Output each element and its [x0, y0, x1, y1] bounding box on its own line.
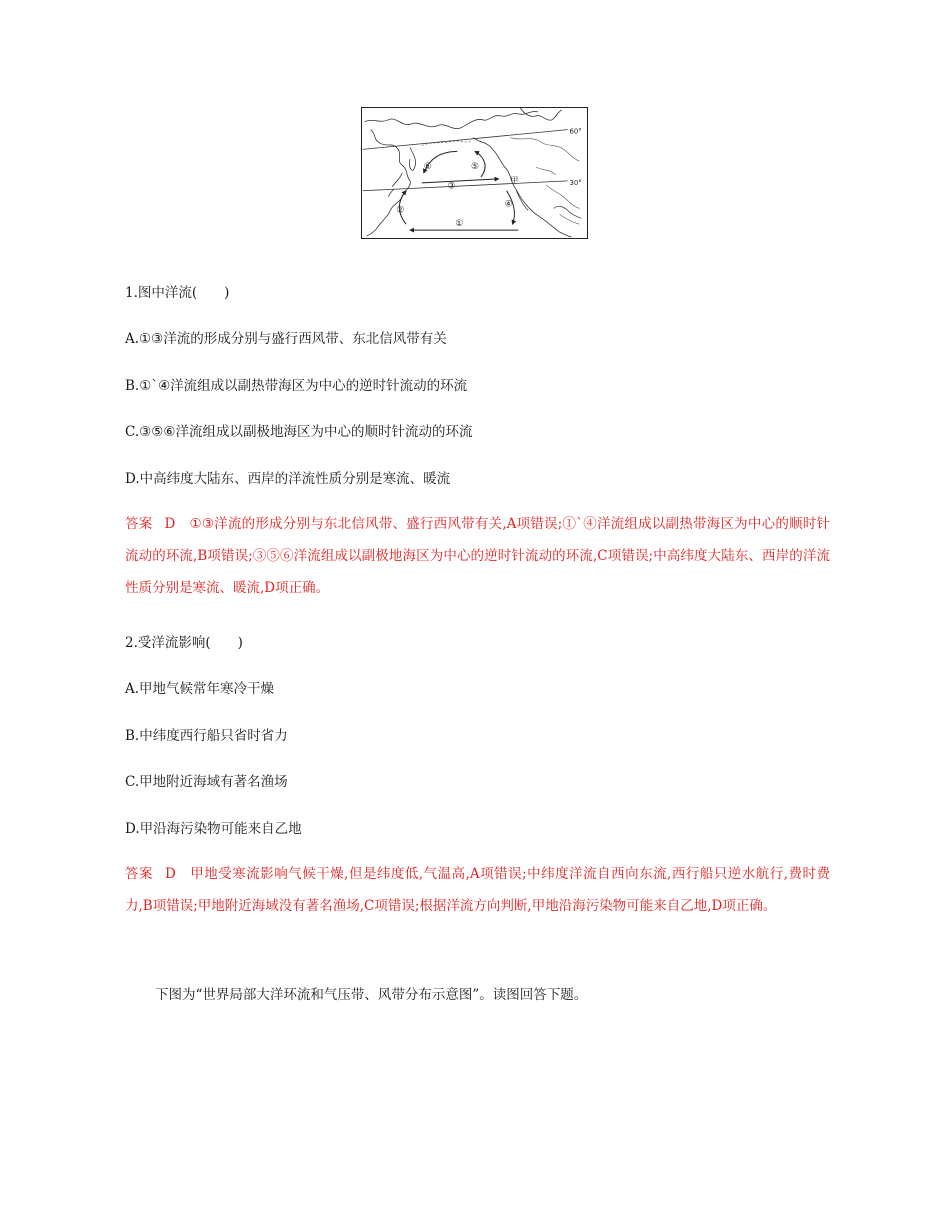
lat-30-line [363, 181, 568, 191]
q2-answer [125, 858, 830, 922]
q1-option-b: B.①`④洋流组成以副热带海区为中心的逆时针流动的环流 [125, 378, 468, 394]
label-jia: 甲 [510, 175, 519, 185]
q2-answer-tag: 答案 [125, 866, 153, 882]
lat-60-label: 60° [569, 127, 582, 136]
gulf-coast [554, 206, 582, 218]
ocean-current-map [361, 107, 588, 239]
q2-explanation: 甲地受寒流影响气候干燥,但是纬度低,气温高,A项错误;中纬度洋流自西向东流,西行船只逆水航行,费时费力,B项错误;甲地附近海域没有著名渔场,C项错误;根据洋流方向判断,甲地沿海污染物可能来自乙地,D项正确。 [125, 866, 830, 914]
q1-option-c: C.③⑤⑥洋流组成以副极地海区为中心的顺时针流动的环流 [125, 424, 473, 440]
q2-option-b: B.中纬度西行船只省时省力 [125, 728, 288, 744]
q1-answer [125, 508, 830, 604]
arctic-coast [365, 112, 538, 129]
q2-option-d: D.甲沿海污染物可能来自乙地 [125, 821, 302, 837]
q2-stem: 2.受洋流影响( ) [125, 635, 243, 651]
label-6: ⑥ [423, 162, 432, 173]
japan [388, 173, 402, 197]
q2-option-c: C.甲地附近海域有著名渔场 [125, 774, 288, 790]
lat-30-label: 30° [569, 178, 582, 187]
q1-answer-letter: D [164, 516, 176, 532]
label-2: ② [396, 205, 405, 216]
q1-option-d: D.中高纬度大陆东、西岸的洋流性质分别是寒流、暖流 [125, 471, 451, 487]
current-3-arrow [422, 179, 499, 183]
greenland [520, 108, 561, 120]
label-5: ⑤ [471, 162, 480, 173]
q1-option-a: A.①③洋流的形成分别与盛行西风带、东北信风带有关 [125, 331, 447, 347]
map-svg [362, 108, 587, 238]
north-america-coast [473, 138, 571, 237]
q2-answer-letter: D [164, 866, 176, 882]
kamchatka [409, 147, 415, 170]
q2-option-a: A.甲地气候常年寒冷干燥 [125, 681, 275, 697]
q1-stem: 1.图中洋流( ) [125, 285, 230, 301]
label-4: ④ [504, 199, 513, 210]
lat-60-line [363, 130, 568, 150]
label-1: ① [455, 219, 464, 230]
label-3: ③ [447, 181, 456, 192]
next-figure-intro: 下图为“世界局部大洋环流和气压带、风带分布示意图”。读图回答下题。 [155, 987, 588, 1003]
q1-answer-tag: 答案 [125, 516, 153, 532]
q1-explanation: ①③洋流的形成分别与东北信风带、盛行西风带有关,A项错误;①`④洋流组成以副热带海区为中心的顺时针流动的环流,B项错误;③⑤⑥洋流组成以副极地海区为中心的逆时针流动的环流,C项错误;中高纬度大陆东、西岸的洋流性质分别是寒流、暖流,D项正确。 [125, 516, 831, 596]
